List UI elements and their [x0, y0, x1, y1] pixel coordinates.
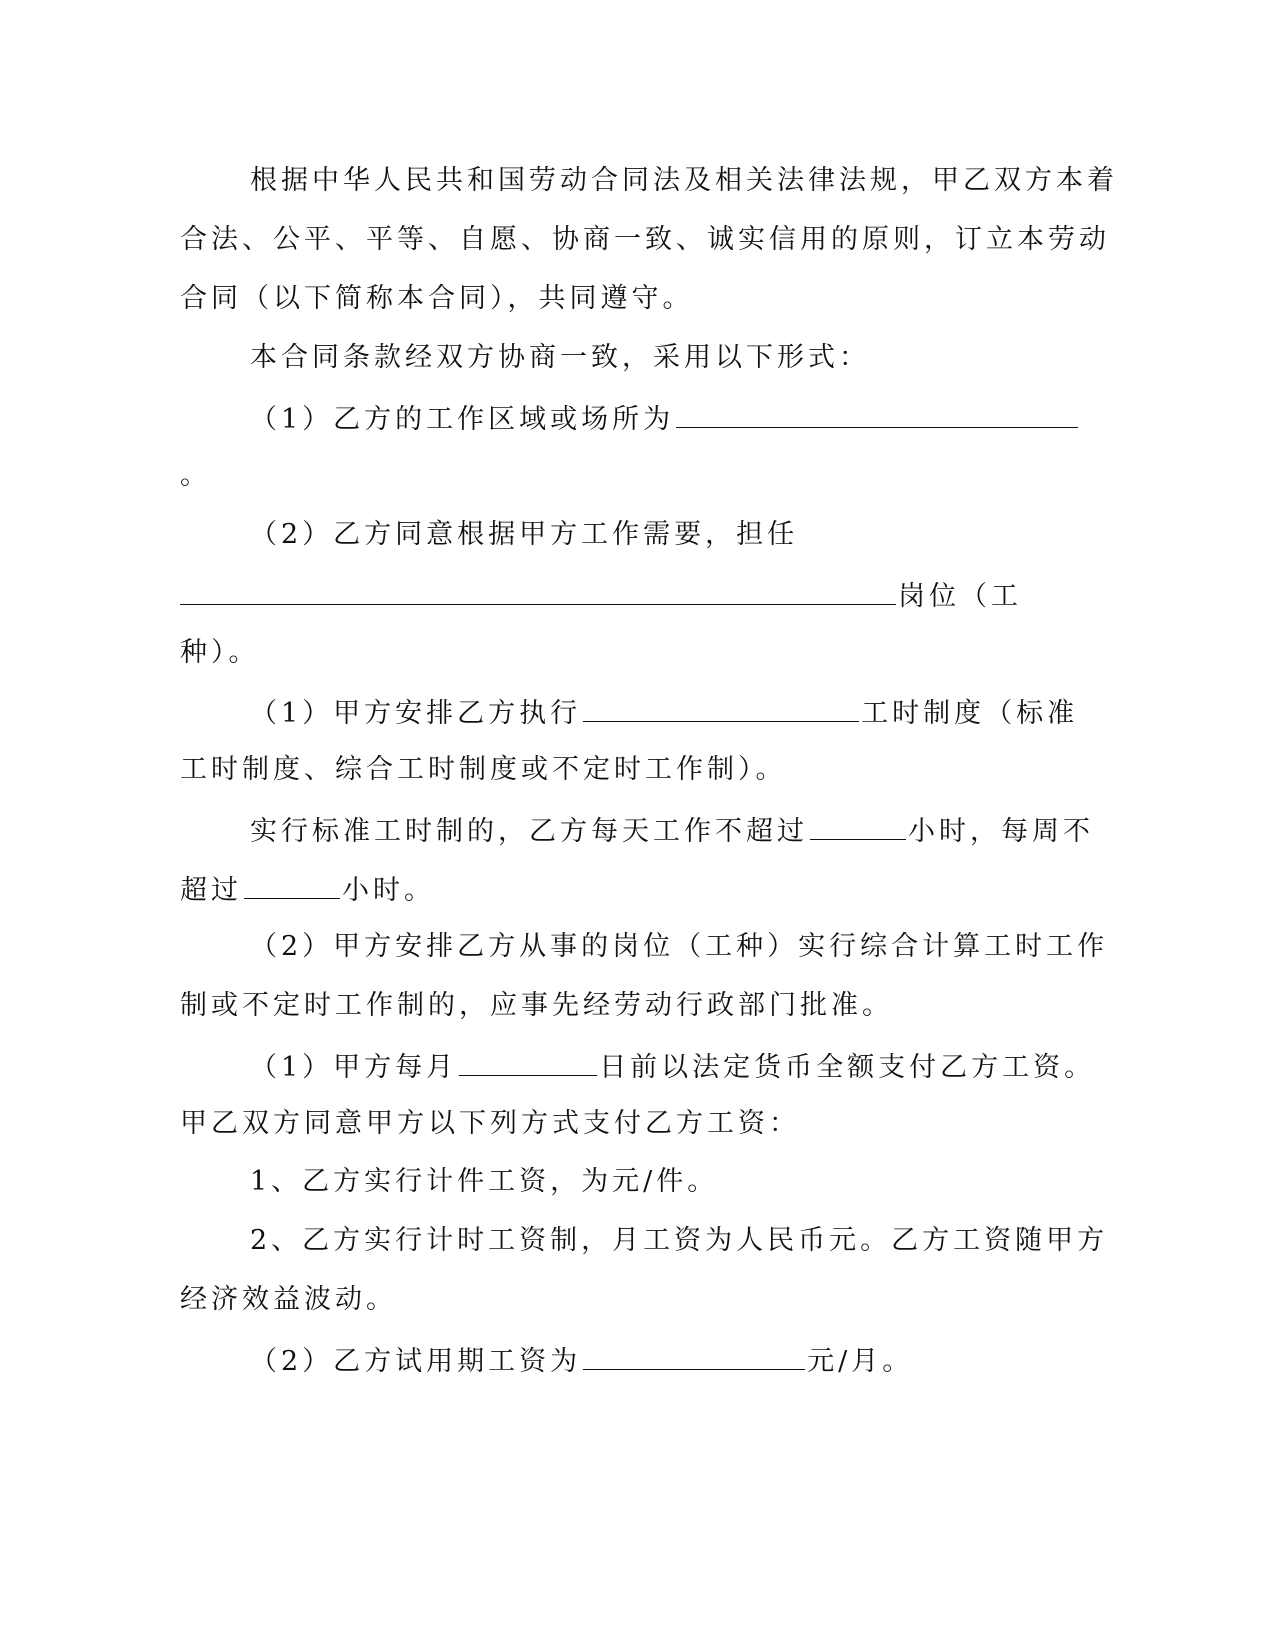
- fill-in-blank[interactable]: [180, 576, 896, 605]
- paragraph-line: [180, 870, 1040, 909]
- text: 日前以法定货币全额支付乙方工资。: [599, 1052, 1096, 1083]
- fill-in-blank[interactable]: [459, 1047, 597, 1076]
- text: 。: [180, 460, 211, 491]
- paragraph-line: [180, 1106, 1040, 1142]
- paragraph-line: [180, 222, 1110, 258]
- text: 根据中华人民共和国劳动合同法及相关法律法规，甲乙双方本着: [250, 165, 1118, 196]
- paragraph-line: [250, 1047, 1096, 1086]
- text: （1）乙方的工作区域或场所为: [250, 404, 675, 435]
- text: （1）甲方每月: [250, 1052, 458, 1083]
- paragraph-line: [180, 576, 1040, 615]
- text: 合同（以下简称本合同），共同遵守。: [180, 283, 694, 314]
- text: 工时制度、综合工时制度或不定时工作制）。: [180, 754, 787, 785]
- text: 工时制度（标准: [861, 698, 1079, 729]
- text: 本合同条款经双方协商一致，采用以下形式：: [250, 342, 870, 373]
- paragraph-line: [180, 988, 1040, 1024]
- text: 制或不定时工作制的，应事先经劳动行政部门批准。: [180, 990, 893, 1021]
- text: 实行标准工时制的，乙方每天工作不超过: [250, 816, 808, 847]
- text: 经济效益波动。: [180, 1284, 397, 1315]
- text: （2）乙方同意根据甲方工作需要，担任: [250, 519, 799, 550]
- paragraph-line: [180, 1282, 1040, 1318]
- fill-in-blank[interactable]: [676, 399, 1078, 428]
- paragraph-line: [250, 929, 1109, 965]
- text: 合法、公平、平等、自愿、协商一致、诚实信用的原则，订立本劳动: [180, 224, 1110, 255]
- fill-in-blank[interactable]: [244, 870, 340, 899]
- fill-in-blank[interactable]: [810, 811, 906, 840]
- paragraph-line: [250, 163, 1118, 199]
- paragraph-line: [250, 1341, 1040, 1380]
- paragraph-line: [250, 693, 1079, 732]
- text: 1、乙方实行计件工资，为元/件。: [250, 1166, 719, 1197]
- paragraph-line: [250, 1223, 1109, 1259]
- paragraph-line: [250, 399, 1040, 438]
- paragraph-line: [250, 811, 1094, 850]
- paragraph-line: [180, 281, 1040, 317]
- text: （2）乙方试用期工资为: [250, 1346, 582, 1377]
- fill-in-blank[interactable]: [583, 1341, 805, 1370]
- text: 小时，每周不: [908, 816, 1094, 847]
- fill-in-blank[interactable]: [583, 693, 859, 722]
- text: （2）甲方安排乙方从事的岗位（工种）实行综合计算工时工作: [250, 931, 1109, 962]
- text: 甲乙双方同意甲方以下列方式支付乙方工资：: [180, 1108, 800, 1139]
- paragraph-line: [250, 517, 1040, 553]
- text: 小时。: [342, 875, 435, 906]
- text: 种）。: [180, 637, 260, 668]
- text: 岗位（工: [898, 581, 1022, 612]
- text: 2、乙方实行计时工资制，月工资为人民币元。乙方工资随甲方: [250, 1225, 1109, 1256]
- text: （1）甲方安排乙方执行: [250, 698, 582, 729]
- text: 元/月。: [807, 1346, 914, 1377]
- text: 超过: [180, 875, 242, 906]
- paragraph-line: [250, 340, 1040, 376]
- paragraph-line: [180, 458, 1040, 494]
- paragraph-line: [180, 752, 1040, 788]
- paragraph-line: [180, 635, 1040, 671]
- paragraph-line: [250, 1164, 1040, 1200]
